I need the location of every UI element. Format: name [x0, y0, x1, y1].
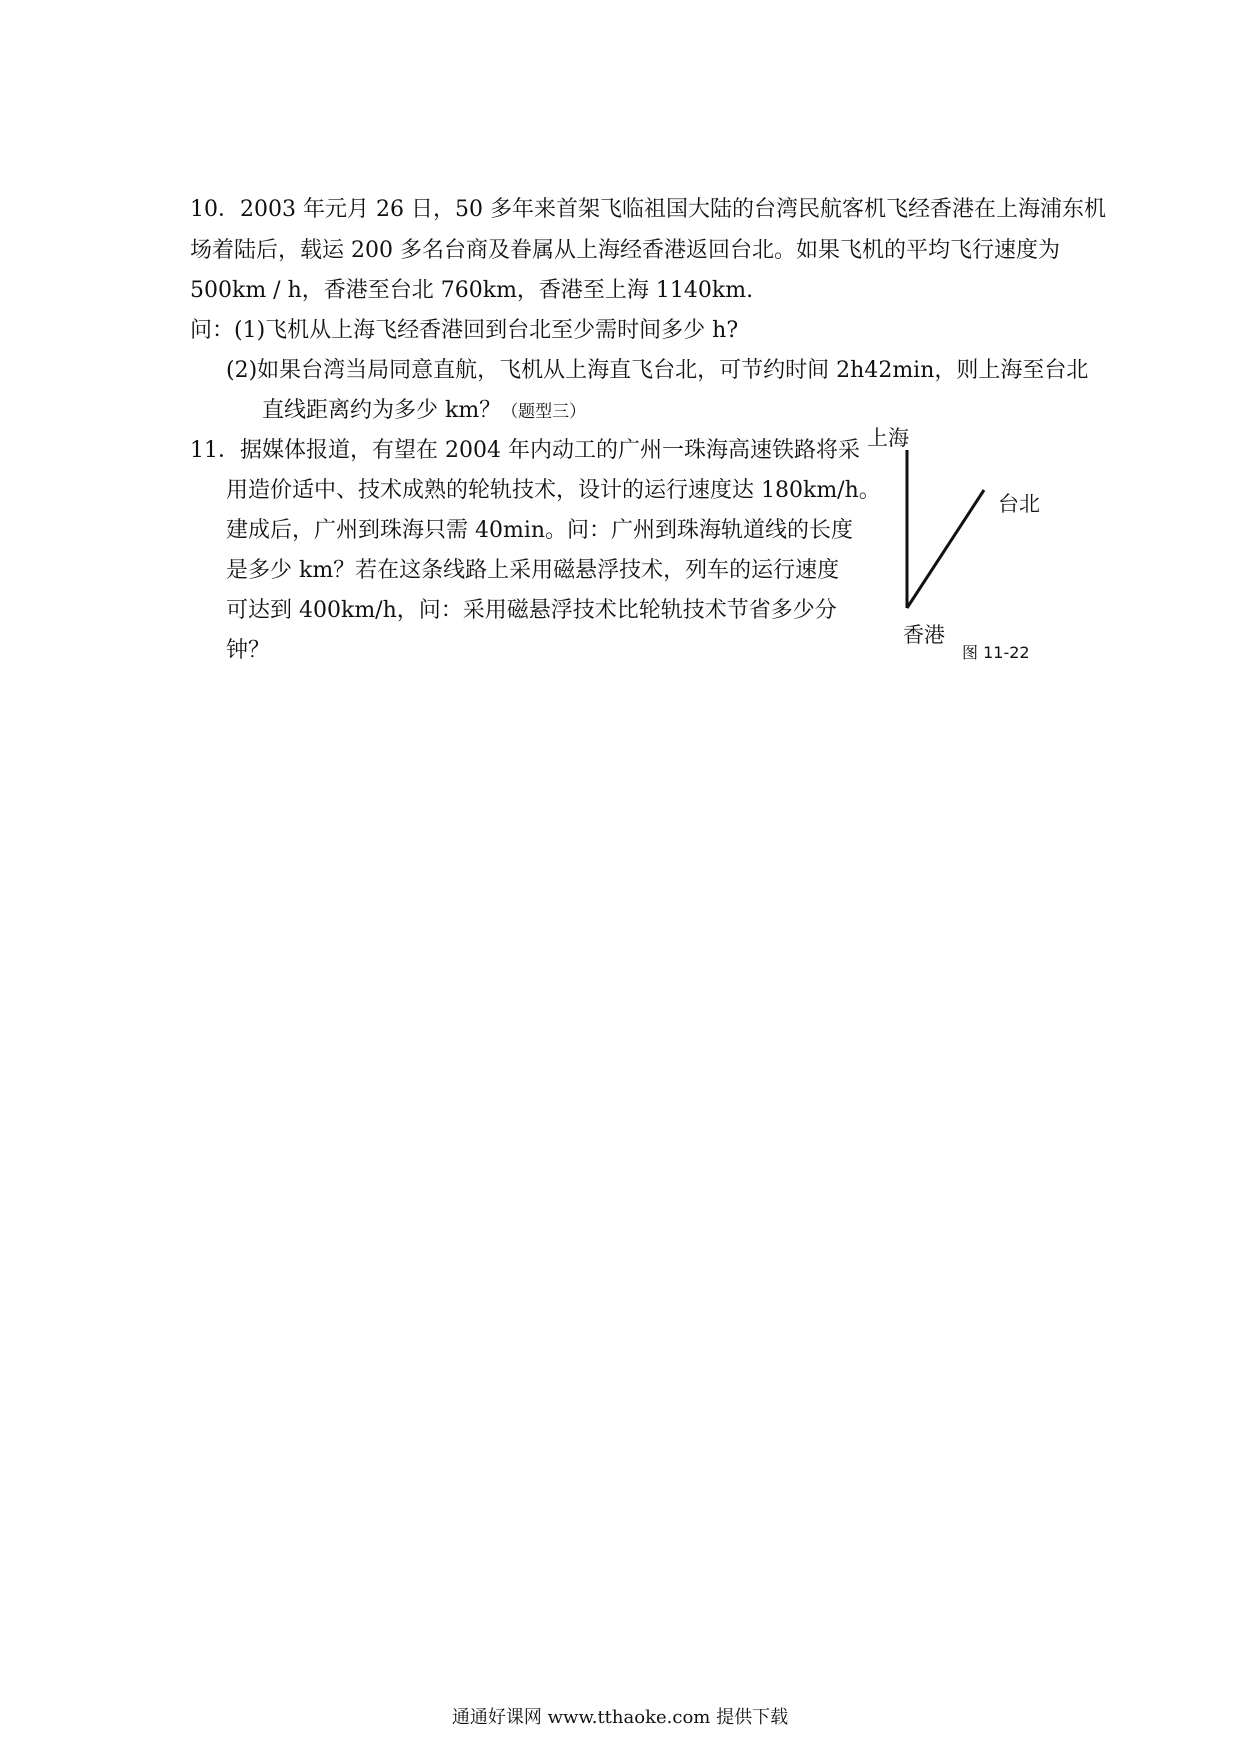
q10-question-1: 问：(1)飞机从上海飞经香港回到台北至少需时间多少 h?	[190, 318, 739, 343]
q10-line-1: 10．2003 年元月 26 日，50 多年来首架飞临祖国大陆的台湾民航客机飞经香港在上海浦东机	[190, 197, 1106, 222]
label-shanghai: 上海	[867, 426, 909, 450]
q11-line-6: 钟？	[226, 638, 271, 663]
page-footer: 通通好课网 www.tthaoke.com 提供下载	[451, 1707, 789, 1728]
q11-line-1: 11．据媒体报道，有望在 2004 年内动工的广州一珠海高速铁路将采	[190, 438, 860, 463]
q10-line-3: 500km / h，香港至台北 760km，香港至上海 1140km.	[190, 278, 754, 303]
q11-line-3: 建成后，广州到珠海只需 40min。问：广州到珠海轨道线的长度	[226, 518, 854, 543]
q11-line-2: 用造价适中、技术成熟的轮轨技术，设计的运行速度达 180km/h。	[226, 478, 881, 503]
q10-question-2: (2)如果台湾当局同意直航，飞机从上海直飞台北，可节约时间 2h42min，则上海至台北	[226, 358, 1089, 383]
label-taipei: 台北	[998, 492, 1040, 516]
q11-line-5: 可达到 400km/h，问：采用磁悬浮技术比轮轨技术节省多少分	[226, 598, 837, 623]
hongkong-taipei-route	[907, 490, 984, 608]
q10-line-2: 场着陆后，载运 200 多名台商及眷属从上海经香港返回台北。如果飞机的平均飞行速度为	[190, 238, 1060, 263]
question-type-tag: （题型三）	[501, 402, 587, 422]
figure-caption: 图 11-22	[962, 643, 1030, 662]
q11-line-4: 是多少 km？若在这条线路上采用磁悬浮技术，列车的运行速度	[226, 558, 840, 583]
q10-question-2-text: 直线距离约为多少 km？	[262, 398, 502, 423]
label-hongkong: 香港	[903, 623, 945, 647]
